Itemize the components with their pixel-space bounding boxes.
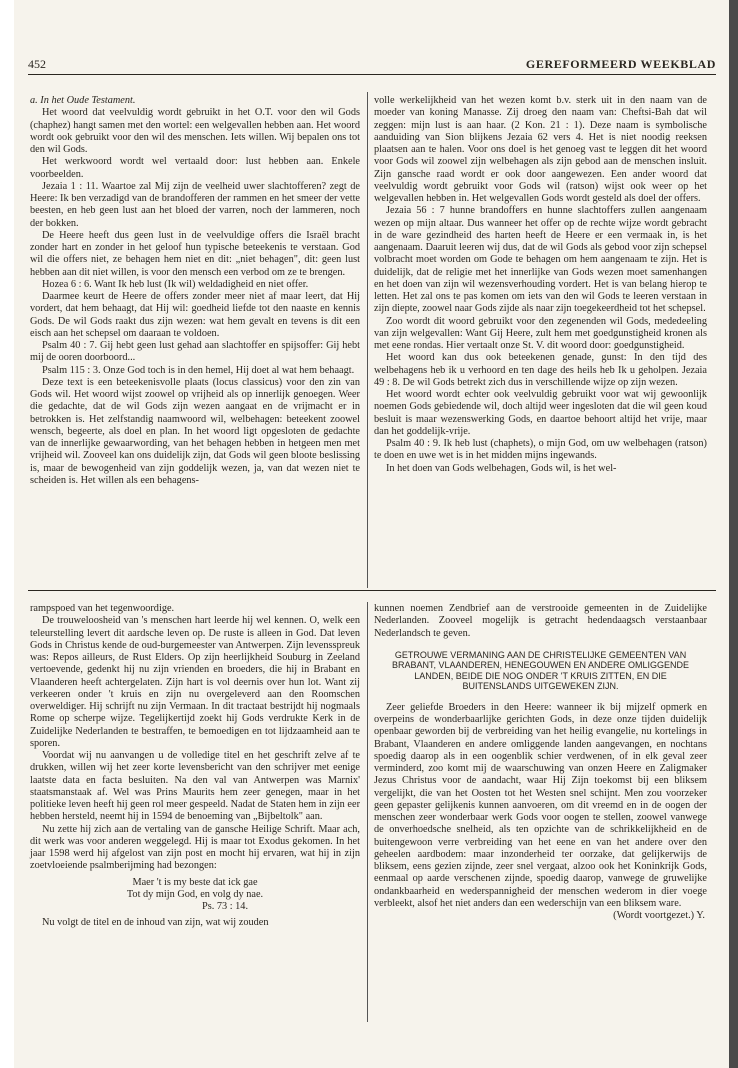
paragraph: De Heere heeft dus geen lust in de veelvuldige offers die Israël bracht zonder hart en zonder in het geloof hun typische beteekenis te verstaan. God wil die offers niet, ze behagen hem niet en dit: „niet behagen", dit: geen lust hebben aan dit niet willen, is voor den mensch een verbod om ze te brengen. (30, 229, 360, 278)
paragraph: Hozea 6 : 6. Want Ik heb lust (Ik wil) weldadigheid en niet offer. (42, 278, 309, 290)
paragraph: Jezaia 1 : 11. Waartoe zal Mij zijn de veelheid uwer slachtofferen? zegt de Heere: Ik ben verzadigd van de brandofferen der rammen en het smeer der vette beesten, en heb geen lust aan het bloed der varren, noch der lammeren, noch der bokken. (30, 180, 360, 229)
paragraph: Deze text is een beteekenisvolle plaats (locus classicus) voor den zin van Gods wil. Het woord wijst zoowel op vrijheid als op innerlijk genoegen. Weer die gedachte, dat de wil Gods zijn wezen aangaat en de vrijmacht er in betrokken is. Het zelfstandig naamwoord wil, welbehagen: beteekent zoowel wensch, begeerte, als doel en plan. In het woord ligt opgesloten de gedachte van de innerlijke gewaarwording, van het behagen hebben in hetgeen men met vrijheid wil. Zooveel kan ons duidelijk zijn, dat Gods wil geen bloote beslissing is, maar de bewogenheid van zijn goddelijk wezen, ja, van dat wezen niet te scheiden is. Het willen als een behagens- (30, 376, 360, 486)
column-bottom-right (374, 603, 707, 922)
paragraph: Zeer geliefde Broeders in den Heere: wanneer ik bij mijzelf opmerk en overpeins de wonderbaarlijke gerichten Gods, in deze onze tijden duidelijk openbaar geworden bij de verbreiding van het heilig evangelie, nu kortelings in Brabant, Vlaanderen en andere omliggende landen aangevangen, en nochtans spoedig daarop als in een oogenblik schier verdwenen, of in elk geval zeer verminderd, zoo komt mij de waarschuwing van onzen Heere en Zaligmaker Jezus Christus voor de aandacht, waar Hij Zijn toekomst bij een bliksem vergelijkt, die van het Oosten tot het Westen snel schijnt. Men zou voorzeker geen gepaster gelijkenis kunnen aanvoeren, om dit vreemd en in de oogen der menschen zeer wonderbaar werk Gods voor oogen te stellen, zoowel vanwege de onverhoedsche snelheid, als ten opzichte van de schrikkelijkheid en de buitengewoon verre verbreiding van het eene en van het andere over den geheelen aardbodem: maar inzonderheid ter oorzake, dat gelijkerwijs de bliksem, eens gezien zijnde, zeer snel vergaat, alzoo ook het Koninkrijk Gods, eenmaal op aarde verschenen zijnde, spoedig daarop, vanwege de gruwelijke ondankbaarheid en wederspannigheid der menschen wederom in dier voege verbleekt, alsof het niet anders dan een wederschijn van een bliksem ware. (374, 701, 707, 909)
column-divider-top (367, 92, 368, 588)
column-top-left (30, 95, 360, 487)
page-edge-shadow (729, 0, 738, 1068)
paragraph: Voordat wij nu aanvangen u de volledige titel en het geschrift zelve af te drukken, willen wij het zeer korte levensbericht van den schrijver met eenige laatste data en facta besluiten. Na den val van Antwerpen was Marnix' staatsmanstaak af. Wel was Prins Maurits hem zeer genegen, maar in het politieke leven heeft hij geen rol meer gespeeld. Nadat de Staten hem in zijn eer hebben hersteld, neemt hij in 1594 de benoeming van „Bijbeltolk" aan. (30, 750, 360, 823)
paragraph: kunnen noemen Zendbrief aan de verstrooide gemeenten in de Zuidelijke Nederlanden. Zooveel mogelijk is getracht hedendaagsch verstaanbaar Nederlandsch te geven. (374, 603, 707, 639)
paragraph: Daarmee keurt de Heere de offers zonder meer niet af maar leert, dat Hij vordert, dat hem behaagt, dat Hij wil: goedheid liefde tot den naaste en kennis Gods. De wil Gods raakt dus zijn wezen: wat hem gevalt en tevens is dit een eisch aan het schepsel om daaraan te voldoen. (30, 291, 360, 339)
paragraph: Nu zette hij zich aan de vertaling van de gansche Heilige Schrift. Maar ach, dit werk was voor anderen weggelegd. Hij is maar tot Exodus gekomen. In het jaar 1598 werd hij afgelost van zijn post en mocht hij ervaren, wat hij in zijn zoetvloeiende psalmberijming had bezongen: (30, 823, 360, 872)
paragraph: Psalm 40 : 9. Ik heb lust (chaphets), o mijn God, om uw welbehagen (ratson) te doen en uwe wet is in het midden mijns ingewands. (374, 438, 707, 462)
column-top-right (374, 95, 707, 475)
paragraph: In het doen van Gods welbehagen, Gods wil, is het wel- (386, 462, 617, 474)
paragraph: Psalm 40 : 7. Gij hebt geen lust gehad aan slachtoffer en spijsoffer: Gij hebt mij de ooren doorboord... (30, 340, 360, 364)
subsection-heading: a. In het Oude Testament. (30, 95, 136, 106)
paragraph: Zoo wordt dit woord gebruikt voor den zegenenden wil Gods, mededeeling van zijn welgevallen: Want Gij Heere, zult hem met goedgunstigheid kronen als met eene rondas. Hier vertaalt onze St. V. dit woord door: goedgunstigheid. (374, 315, 707, 351)
paragraph: Nu volgt de titel en de inhoud van zijn, wat wij zouden (42, 917, 269, 929)
paragraph: Psalm 115 : 3. Onze God toch is in den hemel, Hij doet al wat hem behaagt. (42, 364, 355, 376)
column-bottom-left (30, 603, 360, 930)
paragraph: Het woord kan dus ook beteekenen genade, gunst: In den tijd des welbehagens heb ik u verhoord en ten dage des heils heb Ik u geholpen. Jezaia 49 : 8. De wil Gods betrekt zich dus in verschillende wijze op zijn wezen. (374, 352, 707, 388)
poem-reference: Ps. 73 : 14. (201, 901, 249, 912)
paragraph: Het werkwoord wordt wel vertaald door: lust hebben aan. Enkele voorbeelden. (30, 156, 360, 180)
paragraph: De trouweloosheid van 's menschen hart leerde hij wel kennen. O, welk een teleurstelling levert dit aardsche leven op. De ruste is alleen in God. Dat leven Gods in Christus kende de oud-burgemeester van Antwerpen. Zijn levensspreuk was: Repos ailleurs, de Rust Elders. Op zijn heerlijkheid Souburg in Zeeland vertoevende, gedenkt hij nu zijn vrienden en broeders, die hij in Brabant en Vlaanderen heeft achtergelaten. Zijn hart is vol deernis over hun lot. Want zij verkeeren onder 't kruis en zijn nu overgeleverd aan den Roomschen overweldiger. Hij schrijft nu zijn Vermaan. In dit tractaat bestrijdt hij nogmaals Rome op scherpe wijze. Tegelijkertijd zoekt hij Gods verdrukte Kerk in de Zuidelijke Nederlanden te bestraffen, te bemoedigen en tot lijdzaamheid aan te sporen. (30, 615, 360, 749)
paragraph: Jezaia 56 : 7 hunne brandoffers en hunne slachtoffers zullen aangenaam wezen op mijn altaar. Dus wanneer het offer op de rechte wijze wordt gebracht in de ware gezindheid des harten heeft de Heere er een vermaak in, is het aangenaam. Daaruit leeren wij dus, dat de wil Gods als gebod voor zijn schepsel volbracht moet worden om Gode te behagen om hem aangenaam te zijn. Het is duidelijk, dat de religie met het innerlijke van Gods wezen moet samenhangen en het doen van zijn wil wezensverhouding vordert. Het is van belang hierop te letten. Het zal ons te pas komen om iets van den wil Gods te leeren verstaan in zijn diepte, zoowel naar Gods zijde als naar zijn toegekeerdheid tot het schepsel. (374, 205, 707, 315)
poem-line: Tot dy mijn God, en volg dy nae. (126, 888, 264, 900)
publication-title: GEREFORMEERD WEEKBLAD (525, 57, 716, 71)
paragraph: volle werkelijkheid van het wezen komt b.v. sterk uit in den naam van de moeder van koning Manasse. Zij droeg den naam van: Cheftsi-Bah dat wil zeggen: mijn lust is aan haar. (2 Kon. 21 : 1). Deze naam is symbolische aanduiding van Sion blijkens Jezaia 62 vers 4. Het is niet noodig reeksen plaatsen aan te halen. Voor ons doel is het genoeg vast te leggen dit het woord voor Gods wil zoowel zijn welbehagen als zijn gebod aan de menschen insluit. Zijn gansche raad wordt er ook door aangewezen. Een ander woord dat veelvuldig wordt gebruikt voor Gods wil (ratson) wijst ook weer op het welgevallen hebben in. Het welgevallen Gods wordt gesteld als doel der offers. (374, 95, 707, 204)
paragraph: Het woord dat veelvuldig wordt gebruikt in het O.T. voor den wil Gods (chaphez) hangt samen met den wortel: een welgevallen hebben aan. Het woord wordt ook gebruikt voor den wil des menschen. Iets willen. Wij bepalen ons tot den wil Gods. (30, 107, 360, 155)
poem-line: Maer 't is my beste dat ick gae (132, 876, 258, 888)
page-header (28, 57, 716, 73)
section-divider (28, 590, 716, 591)
poem-quote (30, 877, 360, 914)
continued-signature: (Wordt voortgezet.) Y. (613, 910, 705, 921)
page-number: 452 (28, 57, 46, 71)
section-heading: GETROUWE VERMANING AAN DE CHRISTELIJKE GEMEENTEN VAN BRABANT, VLAANDEREN, HENEGOUWEN EN ANDERE OMLIGGENDE LANDEN, BEIDE DIE NOG ONDER 'T KRUIS ZITTEN, EN DIE BUITENSLANDS UITGEWEKEN ZIJN. (391, 649, 690, 692)
column-divider-bottom (367, 602, 368, 1022)
header-rule (28, 74, 716, 75)
paragraph: rampspoed van het tegenwoordige. (30, 603, 175, 614)
paragraph: Het woord wordt echter ook veelvuldig gebruikt voor wat wij gewoonlijk noemen Gods gebiedende wil, doch altijd weer ingesloten dat die wil geen koud besluit is maar wezenswerking Gods, en daartoe behoort altijd het vrije, maar dan het goddelijk-vrije. (374, 389, 707, 437)
